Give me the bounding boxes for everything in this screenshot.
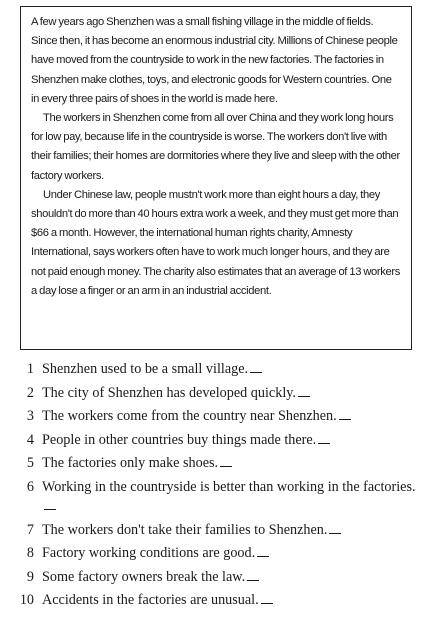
answer-blank[interactable] [261, 591, 273, 604]
reading-passage-box [20, 6, 412, 350]
question-number: 7 [26, 521, 34, 538]
question-item [14, 454, 422, 473]
answer-blank[interactable] [247, 568, 259, 581]
question-text: The factories only make shoes. [42, 455, 219, 472]
question-text: Shenzhen used to be a small village. [42, 361, 249, 377]
question-item [14, 478, 422, 516]
question-number: 8 [26, 545, 34, 562]
question-text: Accidents in the factories are unusual. [42, 592, 259, 609]
question-item [14, 431, 422, 450]
question-item [14, 591, 422, 610]
question-text: People in other countries buy things made there. [42, 431, 317, 448]
question-number: 4 [26, 431, 34, 448]
question-number: 10 [19, 592, 34, 609]
answer-blank[interactable] [220, 454, 232, 467]
question-item [14, 407, 422, 426]
question-text: Factory working conditions are good. [42, 545, 256, 562]
answer-blank[interactable] [329, 521, 341, 534]
question-text: Some factory owners break the law. [42, 568, 246, 585]
question-number: 3 [26, 408, 34, 425]
question-text: The workers don't take their families to Shenzhen. [42, 521, 328, 538]
question-text: The workers come from the country near Shenzhen. [42, 408, 337, 425]
question-item [14, 521, 422, 540]
question-item [14, 384, 422, 403]
answer-blank[interactable] [250, 360, 262, 373]
passage-paragraph-2: The workers in Shenzhen come from all over China and they work long hours for low pay, because life in the countryside is worse. The workers don't live with their families; their homes are dormitories where they live and sleep with the other factory workers. [31, 112, 400, 182]
question-text: The city of Shenzhen has developed quickly. [42, 384, 296, 401]
question-number: 1 [26, 361, 34, 377]
question-number: 5 [26, 455, 34, 472]
answer-blank[interactable] [318, 431, 330, 444]
question-item [14, 544, 422, 563]
answer-blank[interactable] [298, 384, 310, 397]
answer-blank[interactable] [257, 544, 269, 557]
question-item [14, 568, 422, 587]
question-number: 2 [26, 384, 34, 401]
question-text: Working in the countryside is better than working in the factories. [42, 478, 416, 495]
question-item [14, 360, 422, 379]
question-number: 6 [26, 478, 34, 495]
answer-blank[interactable] [339, 407, 351, 420]
question-list [14, 360, 422, 615]
passage-paragraph-3: Under Chinese law, people mustn't work more than eight hours a day, they shouldn't do more than 40 hours extra work a week, and they must get more than $66 a month. However, the international human rights charity, Amnesty International, says workers often have to work much longer hours, and they are not paid enough money. The charity also estimates that an average of 13 workers a day lose a finger or an arm in an industrial accident. [31, 188, 401, 297]
passage-paragraph-1: A few years ago Shenzhen was a small fishing village in the middle of fields. Since then, it has become an enormous industrial city. Millions of Chinese people have moved from the countryside to work in the new factories. The factories in Shenzhen make clothes, toys, and electronic goods for Western countries. One in every three pairs of shoes in the world is made here. [31, 16, 398, 105]
question-number: 9 [26, 568, 34, 585]
answer-blank[interactable] [44, 497, 56, 510]
